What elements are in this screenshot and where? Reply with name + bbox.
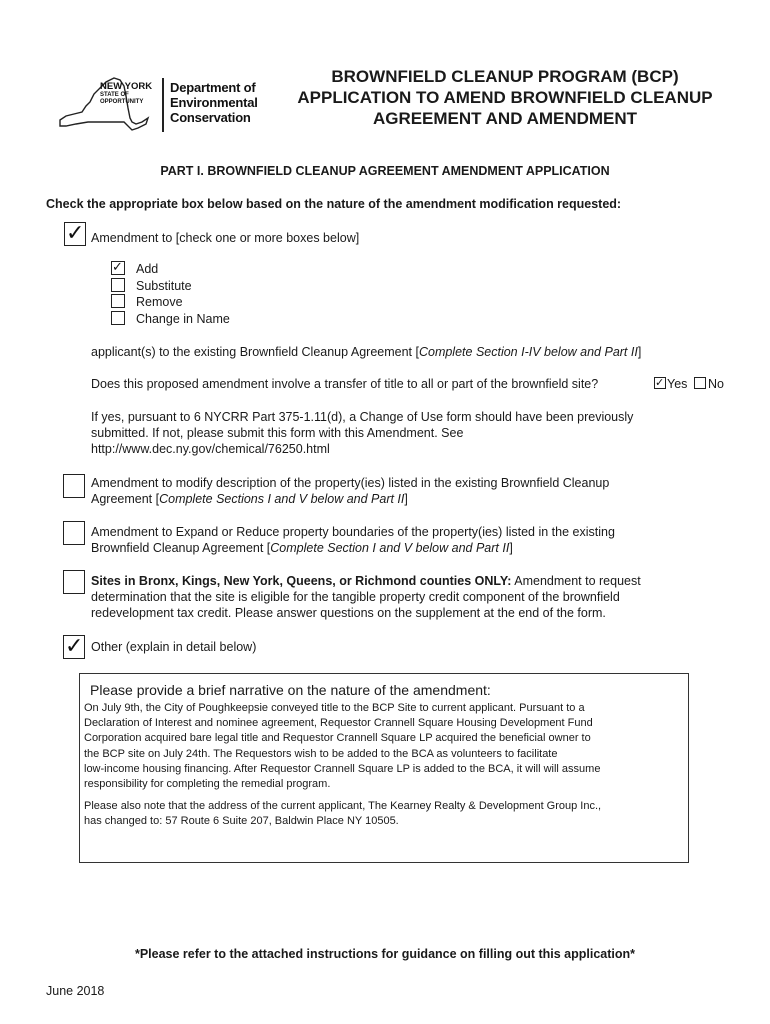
applicant-text: applicant(s) to the existing Brownfield Cleanup Agreement [Complete Section I-IV below and Part II] (91, 345, 642, 359)
transfer-question: Does this proposed amendment involve a transfer of title to all or part of the brownfield site? (91, 377, 599, 391)
transfer-no-checkbox[interactable] (694, 377, 706, 389)
nyc-sites-label: Sites in Bronx, Kings, New York, Queens, or Richmond counties ONLY: Amendment to request determination that the site is eligible for the tangible property credit component of the brownfield redevelopment tax credit. Please answer questions on the supplement at the end of the form. (91, 574, 641, 620)
state-name: NEW YORK STATE OF OPPORTUNITY (100, 81, 153, 105)
other-checkbox[interactable] (63, 635, 85, 659)
instruction-text: Check the appropriate box below based on the nature of the amendment modification requested: (46, 197, 622, 211)
nyc-sites-checkbox[interactable] (63, 570, 85, 594)
expand-reduce-checkbox[interactable] (63, 521, 85, 545)
checkmark-icon: ✓ (65, 634, 84, 659)
checkmark-icon: ✓ (112, 260, 123, 275)
substitute-checkbox[interactable] (111, 278, 125, 292)
checkmark-icon: ✓ (655, 376, 665, 389)
modify-description-checkbox[interactable] (63, 474, 85, 498)
narrative-textarea[interactable] (79, 673, 689, 863)
remove-checkbox[interactable] (111, 294, 125, 308)
add-checkbox[interactable] (111, 261, 125, 275)
narrative-heading: Please provide a brief narrative on the nature of the amendment: (90, 682, 491, 698)
change-of-use-link[interactable]: http://www.dec.ny.gov/chemical/76250.html (91, 442, 330, 456)
transfer-yes-checkbox[interactable] (654, 377, 666, 389)
modify-description-label: Amendment to modify description of the property(ies) listed in the existing Brownfield Cleanup Agreement [Complete Sections I and V below and Part II] (91, 476, 610, 506)
transfer-no-label: No (708, 377, 724, 391)
change-in-name-label: Change in Name (136, 312, 230, 326)
footer-note: *Please refer to the attached instructions for guidance on filling out this application* (134, 947, 636, 961)
remove-label: Remove (136, 295, 183, 309)
logo-divider (162, 78, 164, 132)
narrative-text: On July 9th, the City of Poughkeepsie conveyed title to the BCP Site to current applicant. Pursuant to a Declaration of Interest and nominee agreement, Requestor Crannell Square Housing Development Fund Corporation acquired bare legal title and Requestor Crannell Square LP acquired the beneficial owner to the BCP site on July 24th. The Requestors wish to be added to the BCA as volunteers to facilitate low-income housing financing. After Requestor Crannell Square LP is added to the BCA, it will will assume responsibility for completing the remedial program. Please also note that the address of the current applicant, The Kearney Realty & Development Group Inc., has changed to: 57 Route 6 Suite 207, Baldwin Place NY 10505. (84, 702, 602, 828)
substitute-label: Substitute (136, 279, 192, 293)
checkmark-icon: ✓ (66, 221, 85, 246)
other-label: Other (explain in detail below) (91, 640, 257, 654)
amendment-to-checkbox[interactable] (64, 222, 86, 246)
department-name: Department of Environmental Conservation (170, 80, 258, 125)
amendment-to-label: Amendment to [check one or more boxes below] (91, 231, 360, 245)
part-title: PART I. BROWNFIELD CLEANUP AGREEMENT AMENDMENT APPLICATION (160, 164, 610, 178)
change-in-name-checkbox[interactable] (111, 311, 125, 325)
document-title: BROWNFIELD CLEANUP PROGRAM (BCP) APPLICATION TO AMEND BROWNFIELD CLEANUP AGREEMENT AND AMENDMENT (297, 67, 713, 128)
add-label: Add (136, 262, 159, 276)
if-yes-line-1: If yes, pursuant to 6 NYCRR Part 375-1.11(d), a Change of Use form should have been previously (91, 410, 634, 424)
expand-reduce-label: Amendment to Expand or Reduce property boundaries of the property(ies) listed in the existing Brownfield Cleanup Agreement [Complete Section I and V below and Part II] (91, 525, 615, 555)
nysdec-logo (52, 72, 272, 134)
transfer-yes-label: Yes (667, 377, 688, 391)
if-yes-line-2: submitted. If not, please submit this form with this Amendment. See (91, 426, 464, 440)
form-date: June 2018 (46, 984, 105, 998)
